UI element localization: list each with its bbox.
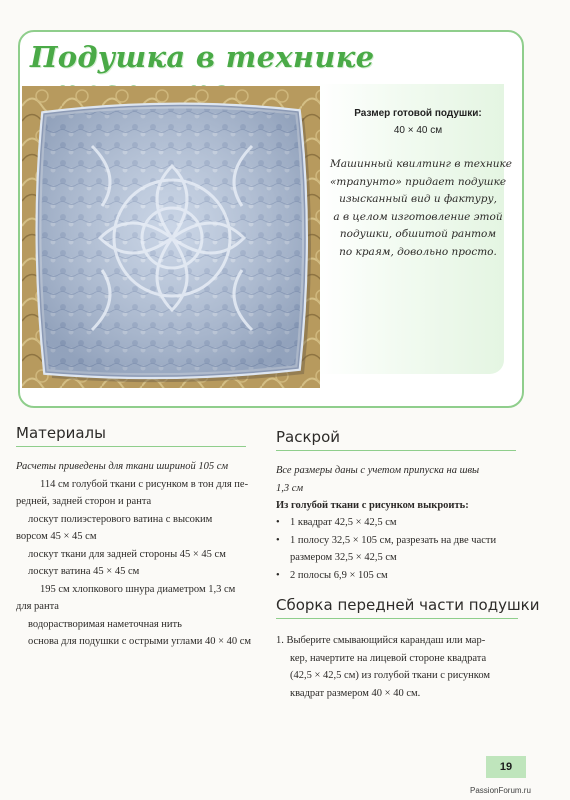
assembly-heading: Сборка передней части подушки bbox=[276, 596, 540, 614]
materials-note: Расчеты приведены для ткани шириной 105 см bbox=[16, 461, 229, 472]
intro-text bbox=[330, 156, 513, 262]
materials-list bbox=[16, 458, 251, 651]
assembly-step-line: квадрат размером 40 × 40 см. bbox=[290, 687, 421, 699]
materials-heading-underline bbox=[16, 446, 246, 447]
intro-line: «трапунто» придает подушке bbox=[330, 175, 507, 188]
cutting-item-line: размером 32,5 × 42,5 см bbox=[290, 552, 397, 563]
materials-item: лоскут ткани для задней стороны 45 × 45 см bbox=[28, 548, 226, 560]
cutting-note-line: Все размеры даны с учетом припуска на швы bbox=[276, 465, 480, 476]
watermark: PassionForum.ru bbox=[470, 786, 531, 795]
pillow-photo bbox=[22, 86, 320, 388]
cutting-item-line: • 1 квадрат 42,5 × 42,5 см bbox=[290, 517, 397, 528]
cutting-subheading: Из голубой ткани с рисунком выкроить: bbox=[276, 500, 469, 511]
assembly-step bbox=[276, 632, 490, 702]
intro-line: по краям, довольно просто. bbox=[339, 245, 497, 258]
materials-item: ворсом 45 × 45 см bbox=[16, 531, 97, 542]
materials-item: для ранта bbox=[16, 601, 59, 612]
pillow-illustration bbox=[22, 86, 320, 388]
materials-item: основа для подушки с острыми углами 40 × 40 см bbox=[28, 636, 252, 647]
cutting-list bbox=[272, 514, 496, 584]
materials-item: редней, задней сторон и ранта bbox=[16, 496, 152, 507]
finished-size-label: Размер готовой подушки: bbox=[354, 108, 482, 119]
assembly-step-line: кер, начертите на лицевой стороне квадрата bbox=[290, 652, 487, 664]
cutting-note-line: 1,3 см bbox=[276, 482, 304, 494]
materials-item: водорастворимая наметочная нить bbox=[28, 618, 182, 630]
cutting-item-line: • 1 полосу 32,5 × 105 см, разрезать на две части bbox=[290, 534, 497, 546]
page-number: 19 bbox=[486, 756, 526, 778]
cutting-item bbox=[272, 532, 496, 567]
cutting-item bbox=[272, 514, 496, 532]
cutting-heading: Раскрой bbox=[276, 428, 340, 446]
materials-item: 114 см голубой ткани с рисунком в тон для пе- bbox=[40, 478, 249, 490]
materials-heading: Материалы bbox=[16, 424, 106, 442]
finished-size-value: 40 × 40 см bbox=[393, 125, 443, 136]
intro-line: а в целом изготовление этой bbox=[333, 210, 503, 223]
cutting-item bbox=[272, 567, 496, 585]
assembly-heading-underline bbox=[276, 618, 518, 619]
assembly-step-line: (42,5 × 42,5 см) из голубой ткани с рисунком bbox=[290, 670, 491, 681]
intro-line: изысканный вид и фактуру, bbox=[339, 193, 497, 206]
intro-line: подушки, обшитой рантом bbox=[339, 228, 497, 241]
materials-item: лоскут ватина 45 × 45 см bbox=[28, 566, 140, 577]
page-title: Подушка в технике bbox=[30, 40, 375, 74]
materials-item: лоскут полиэстерового ватина с высоким bbox=[28, 513, 213, 525]
materials-item: 195 см хлопкового шнура диаметром 1,3 см bbox=[40, 583, 236, 595]
cutting-item-line: • 2 полосы 6,9 × 105 см bbox=[290, 569, 388, 581]
cutting-heading-underline bbox=[276, 450, 516, 451]
assembly-step-line: 1. Выберите смывающийся карандаш или мар- bbox=[276, 635, 486, 646]
cutting-note bbox=[276, 462, 479, 515]
intro-line: Машинный квилтинг в технике bbox=[330, 158, 513, 170]
